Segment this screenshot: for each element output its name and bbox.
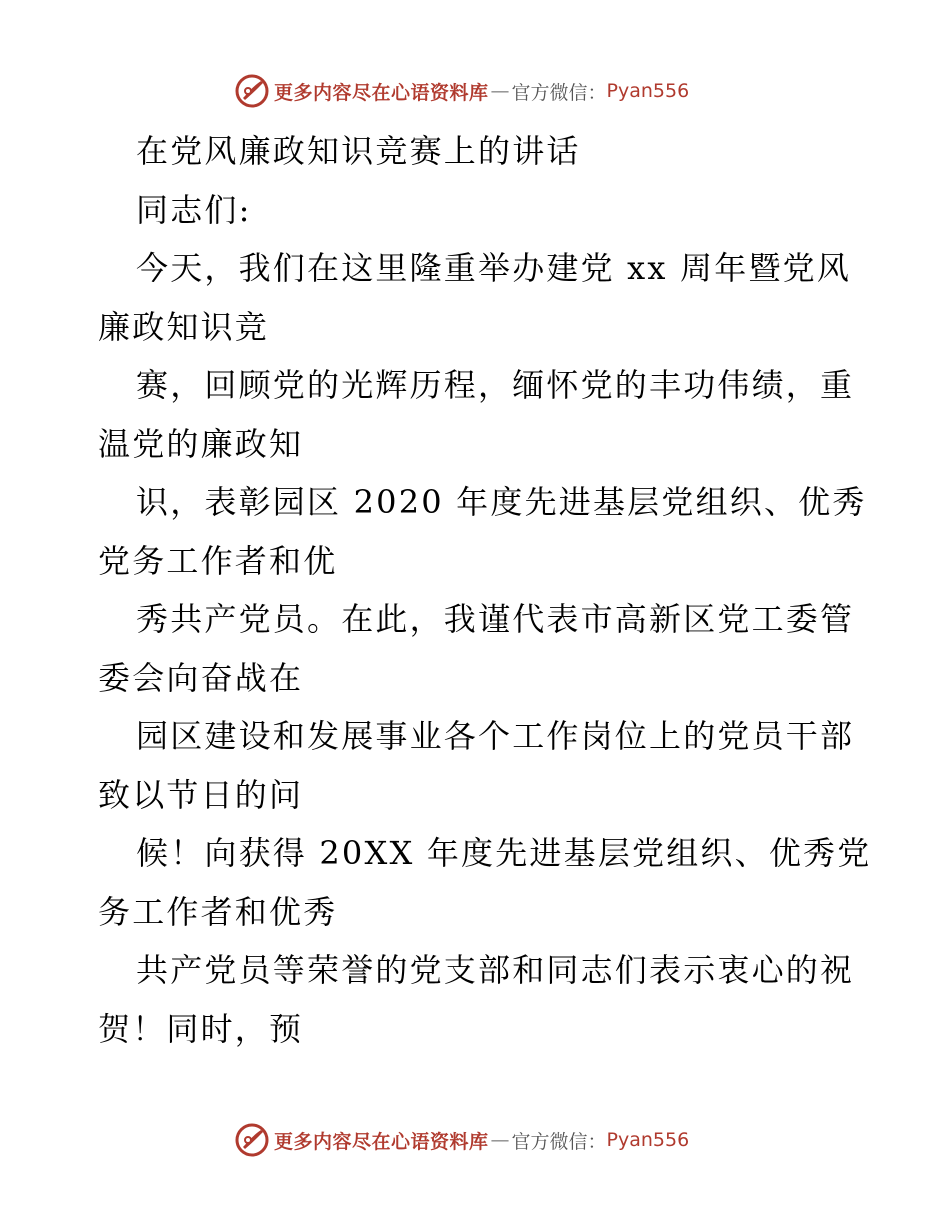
paragraph-line: 务工作者和优秀 (98, 892, 338, 931)
watermark-separator: — (490, 1129, 510, 1151)
paragraph-line: 廉政知识竞 (98, 307, 270, 346)
paragraph-line: 候！向获得 20XX 年度先进基层党组织、优秀党 (136, 834, 872, 872)
paragraph-line: 党务工作者和优 (98, 541, 338, 580)
watermark-contact-id: Pyan556 (606, 1129, 690, 1151)
watermark-brand-text: 更多内容尽在心语资料库 (274, 81, 489, 104)
paragraph-line: 园区建设和发展事业各个工作岗位上的党员干部 (136, 717, 855, 755)
watermark-separator: — (490, 80, 510, 102)
paragraph-line: 委会向奋战在 (98, 658, 304, 697)
paragraph-line: 秀共产党员。在此，我谨代表市高新区党工委管 (136, 600, 855, 638)
watermark-contact-label: 官方微信： (511, 81, 607, 104)
footer-watermark (234, 1120, 689, 1160)
paragraph-line: 贺！同时，预 (98, 1009, 304, 1048)
salutation: 同志们: (136, 190, 252, 229)
paragraph-line: 温党的廉政知 (98, 424, 304, 463)
paragraph-line: 共产党员等荣誉的党支部和同志们表示衷心的祝 (136, 951, 855, 989)
header-watermark (234, 71, 689, 111)
paragraph-line: 赛，回顾党的光辉历程，缅怀党的丰功伟绩，重 (136, 366, 855, 404)
watermark-brand-text: 更多内容尽在心语资料库 (274, 1130, 489, 1153)
paragraph-line: 识，表彰园区 2020 年度先进基层党组织、优秀 (136, 483, 867, 521)
paragraph-line: 今天，我们在这里隆重举办建党 xx 周年暨党风 (136, 249, 852, 287)
pen-logo-icon (234, 73, 270, 109)
watermark-contact-label: 官方微信： (511, 1130, 607, 1153)
paragraph-line: 致以节日的问 (98, 775, 304, 814)
speech-title: 在党风廉政知识竞赛上的讲话 (136, 132, 581, 170)
speech-body (98, 122, 872, 1058)
watermark-contact-id: Pyan556 (606, 80, 690, 102)
pen-logo-icon (234, 1122, 270, 1158)
